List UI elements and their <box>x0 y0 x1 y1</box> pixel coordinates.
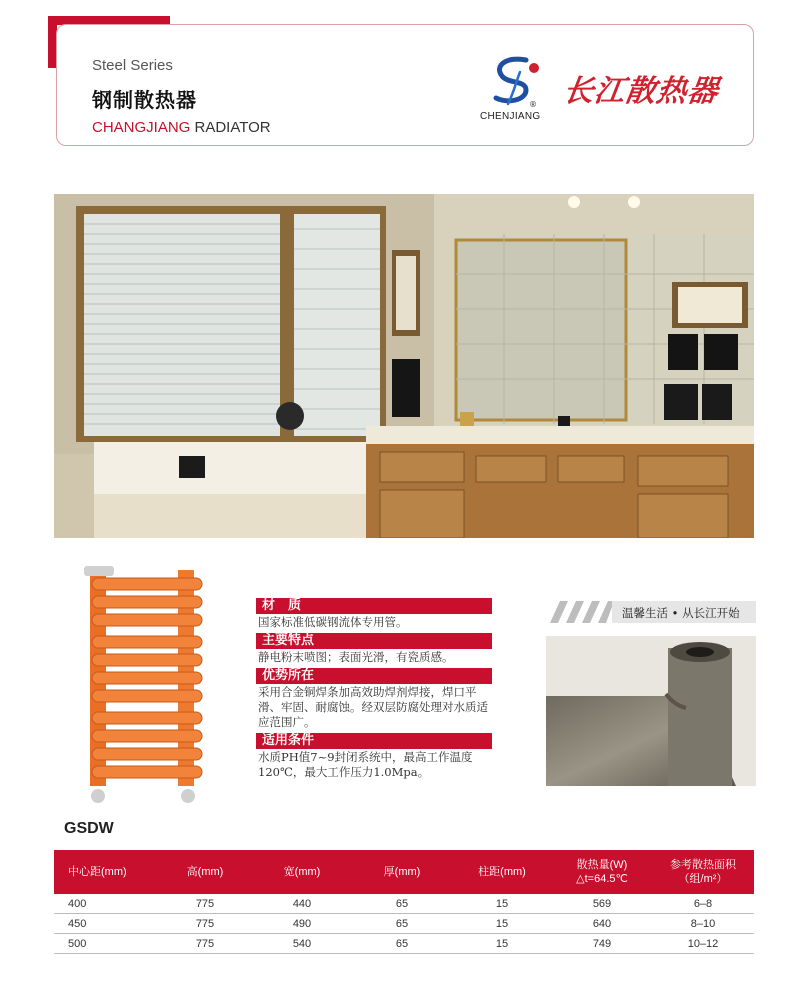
table-cell: 65 <box>352 934 452 954</box>
stripes-decoration-icon <box>546 601 612 623</box>
table-cell: 6–8 <box>652 894 754 914</box>
english-title-rest: RADIATOR <box>190 119 271 136</box>
table-cell: 15 <box>452 894 552 914</box>
spec-heading-conditions: 适用条件 <box>256 733 492 749</box>
table-cell: 640 <box>552 914 652 934</box>
radiator-product-photo <box>76 560 216 810</box>
bathroom-photo <box>54 194 754 538</box>
spec-text-advantages: 采用合金铜焊条加高效助焊剂焊接，焊口平滑、牢固、耐腐蚀。经双层防腐处理对水质适应范围广。 <box>258 685 488 729</box>
spec-heading-material: 材 质 <box>256 598 492 614</box>
table-cell: 749 <box>552 934 652 954</box>
spec-descriptions <box>256 598 492 783</box>
slogan-bar <box>546 601 756 623</box>
table-cell: 490 <box>252 914 352 934</box>
table-cell: 8–10 <box>652 914 754 934</box>
table-header-row <box>54 850 754 894</box>
series-label: Steel Series <box>92 57 173 74</box>
spec-text-conditions: 水质PH值7~9封闭系统中，最高工作温度120℃，最大工作压力1.0Mpa。 <box>258 750 473 779</box>
page-title: 钢制散热器 <box>92 88 197 112</box>
table-cell: 15 <box>452 914 552 934</box>
spec-heading-advantages: 优势所在 <box>256 668 492 684</box>
logo-chinese-name: 长江散热器 <box>561 74 721 109</box>
table-row <box>54 914 754 934</box>
table-cell: 569 <box>552 894 652 914</box>
weld-detail-photo <box>546 636 756 786</box>
table-cell: 775 <box>158 934 252 954</box>
spec-text-features: 静电粉末喷图；表面光滑，有瓷质感。 <box>258 650 454 664</box>
table-cell: 15 <box>452 934 552 954</box>
column-header: 参考散热面积 （组/m²） <box>670 859 736 885</box>
table-cell: 500 <box>54 934 158 954</box>
spec-heading-features: 主要特点 <box>256 633 492 649</box>
table-row <box>54 934 754 954</box>
column-header: 柱距(mm) <box>478 866 526 878</box>
column-header: 散热量(W) △t=64.5℃ <box>576 859 628 885</box>
english-title-brand: CHANGJIANG <box>92 119 191 136</box>
table-cell: 775 <box>158 914 252 934</box>
table-cell: 65 <box>352 914 452 934</box>
column-header: 厚(mm) <box>383 866 421 878</box>
table-cell: 10–12 <box>652 934 754 954</box>
column-header: 宽(mm) <box>283 866 321 878</box>
spec-table <box>54 850 754 954</box>
column-header: 中心距(mm) <box>68 866 127 878</box>
model-label: GSDW <box>64 820 114 837</box>
registered-mark: ® <box>529 100 537 109</box>
spec-text-material: 国家标准低碳钢流体专用管。 <box>258 615 408 629</box>
column-header: 高(mm) <box>186 866 224 878</box>
logo-english-name: CHENJIANG <box>480 111 541 122</box>
table-cell: 440 <box>252 894 352 914</box>
table-cell: 540 <box>252 934 352 954</box>
table-cell: 400 <box>54 894 158 914</box>
table-row <box>54 894 754 914</box>
table-cell: 450 <box>54 914 158 934</box>
slogan-text: 温馨生活 • 从长江开始 <box>622 606 740 620</box>
table-cell: 775 <box>158 894 252 914</box>
english-title <box>92 119 271 136</box>
table-cell: 65 <box>352 894 452 914</box>
